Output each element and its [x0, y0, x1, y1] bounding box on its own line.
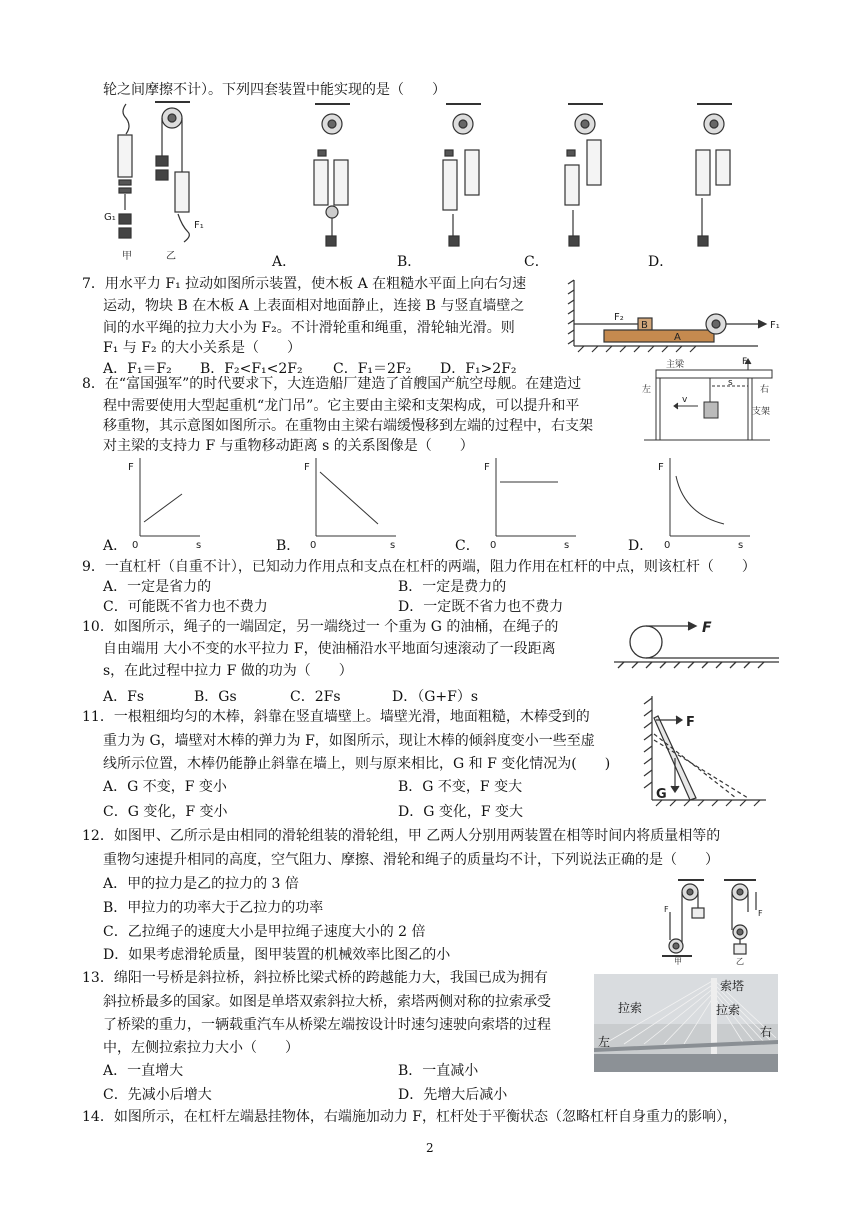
q9-option-c[interactable]: C．可能既不省力也不费力 [103, 599, 268, 615]
q8-line-2: 程中需要使用大型起重机“龙门吊”。它主要由主梁和支架构成，可以提升和平 [103, 398, 580, 414]
q7-board-figure [568, 276, 788, 356]
q10-line-2: 自由端用 大小不变的水平拉力 F，使油桶沿水平地面匀速滚动了一段距离 [103, 641, 556, 657]
q12-option-c[interactable]: C．乙拉绳子的速度大小是甲拉绳子速度大小的 2 倍 [103, 924, 426, 940]
q7-line-3: 间的水平绳的拉力大小为 F₂。不计滑轮重和绳重，滑轮轴光滑。则 [103, 320, 515, 336]
q8-graph-b-f: F [304, 462, 310, 473]
q7-fig-f2: F₂ [614, 312, 624, 323]
q6-label-f1: F₁ [194, 220, 204, 231]
q8-gantry-figure [640, 356, 770, 446]
q11-option-b[interactable]: B．G 不变，F 变大 [398, 779, 523, 795]
q8-option-d[interactable]: D． [628, 538, 654, 554]
q13-fig-lasuo-right: 拉索 [716, 1003, 741, 1017]
q8-option-a[interactable]: A． [103, 538, 128, 554]
q13-line-4: 中，左侧拉索拉力大小（ ） [103, 1040, 299, 1056]
q6-stem-tail: 轮之间摩擦不计）。下列四套装置中能实现的是（ ） [103, 82, 446, 98]
q7-option-a[interactable]: A．F₁＝F₂ [103, 361, 172, 377]
q8-graph-d[interactable] [654, 456, 754, 552]
q8-graph-c-f: F [484, 462, 490, 473]
q12-line-1: 12．如图甲、乙所示是由相同的滑轮组装的滑轮组，甲 乙两人分别用两装置在相等时间内将质量相等的 [82, 828, 721, 844]
q13-line-2: 斜拉桥最多的国家。如图是单塔双索斜拉大桥，索塔两侧对称的拉索承受 [103, 994, 551, 1010]
q6-label-g1-jia: G₁ [104, 212, 116, 223]
q13-fig-suota: 索塔 [720, 979, 745, 993]
q8-graph-c-o: 0 [490, 540, 497, 551]
q11-line-2: 重力为 G，墙壁对木棒的弹力为 F，如图所示，现让木棒的倾斜度变小一些至虚 [103, 733, 595, 749]
q12-pulley-figure [660, 876, 770, 966]
q9-option-d[interactable]: D．一定既不省力也不费力 [398, 599, 564, 615]
q11-fig-f: F [686, 715, 695, 730]
q8-fig-zuo: 左 [642, 385, 652, 395]
q6-pulley-figure [0, 0, 860, 270]
q13-fig-you: 右 [760, 1025, 773, 1039]
q13-bridge-photo [594, 974, 778, 1072]
q7-fig-b: B [641, 320, 648, 331]
q10-option-a[interactable]: A．Fs [103, 689, 145, 705]
q8-fig-v: v [682, 395, 688, 405]
q10-fig-f: F [702, 620, 712, 636]
q12-fig-f-yi: F [758, 909, 763, 918]
q12-option-b[interactable]: B．甲拉力的功率大于乙拉力的功率 [103, 900, 324, 916]
q13-option-d[interactable]: D．先增大后减小 [398, 1087, 508, 1103]
q7-line-4: F₁ 与 F₂ 的大小关系是（ ） [103, 340, 302, 356]
q10-option-b[interactable]: B．Gs [194, 689, 237, 705]
q8-line-3: 移重物，其示意图如图所示。在重物由主梁右端缓慢移到左端的过程中，右支架 [103, 418, 593, 434]
q11-fig-g: G [656, 787, 667, 802]
q8-graph-b-s: s [390, 540, 396, 551]
q9-option-a[interactable]: A．一定是省力的 [103, 579, 212, 595]
q12-fig-yi: 乙 [736, 957, 744, 966]
q7-option-c[interactable]: C．F₁＝2F₂ [333, 361, 412, 377]
q10-option-c[interactable]: C．2Fs [290, 689, 341, 705]
q8-line-4: 对主梁的支持力 F 与重物移动距离 s 的关系图像是（ ） [103, 438, 474, 454]
q13-option-b[interactable]: B．一直减小 [398, 1063, 479, 1079]
q8-graph-c[interactable] [480, 456, 580, 552]
q7-line-2: 运动，物块 B 在木板 A 上表面相对地面静止，连接 B 与竖直墙壁之 [103, 298, 525, 314]
q13-fig-zuo: 左 [598, 1035, 611, 1049]
q12-option-d[interactable]: D．如果考虑滑轮质量，图甲装置的机械效率比图乙的小 [103, 947, 451, 963]
q6-option-b[interactable]: B． [397, 254, 422, 270]
q7-fig-f1: F₁ [770, 320, 780, 331]
q8-graph-c-s: s [564, 540, 570, 551]
q7-option-b[interactable]: B．F₂<F₁<2F₂ [200, 361, 303, 377]
q11-rod-figure [640, 696, 770, 806]
q12-fig-f-jia: F [664, 905, 669, 914]
q8-graph-d-o: 0 [664, 540, 671, 551]
q8-fig-zhijia: 支架 [752, 407, 771, 417]
q8-graph-a[interactable] [120, 456, 200, 552]
q10-barrel-figure [614, 620, 784, 670]
q8-graph-b[interactable] [300, 456, 400, 552]
q11-option-c[interactable]: C．G 变化，F 变小 [103, 804, 228, 820]
q13-line-1: 13．绵阳一号桥是斜拉桥，斜拉桥比梁式桥的跨越能力大，我国已成为拥有 [82, 970, 548, 986]
page-number: 2 [426, 1141, 434, 1155]
q7-option-d[interactable]: D．F₁>2F₂ [440, 361, 517, 377]
q8-line-1: 8．在“富国强军”的时代要求下，大连造船厂建造了首艘国产航空母舰。在建造过 [82, 376, 582, 392]
q14-stem: 14．如图所示，在杠杆左端悬挂物体，右端施加动力 F，杠杆处于平衡状态（忽略杠杆自身重力的影响）， [82, 1109, 737, 1125]
q8-fig-f: F [742, 357, 748, 367]
q7-fig-a: A [674, 332, 681, 343]
q6-label-jia: 甲 [122, 251, 132, 262]
q8-graph-b-o: 0 [310, 540, 317, 551]
q11-option-a[interactable]: A．G 不变，F 变小 [103, 779, 227, 795]
q6-option-d[interactable]: D． [648, 254, 674, 270]
q11-line-3: 线所示位置，木棒仍能静止斜靠在墙上，则与原来相比，G 和 F 变化情况为( ) [103, 756, 611, 772]
q8-graph-a-s: s [196, 540, 202, 551]
q13-option-a[interactable]: A．一直增大 [103, 1063, 184, 1079]
q10-line-3: s，在此过程中拉力 F 做的功为（ ） [103, 663, 353, 679]
q9-stem: 9．一直杠杆（自重不计），已知动力作用点和支点在杠杆的两端，阻力作用在杠杆的中点，则该杠杆（ ） [82, 559, 756, 575]
q6-label-yi: 乙 [166, 251, 176, 262]
q10-line-1: 10．如图所示，绳子的一端固定，另一端绕过一 个重为 G 的油桶，在绳子的 [82, 619, 559, 635]
q12-fig-jia: 甲 [674, 957, 682, 966]
q6-option-c[interactable]: C． [524, 254, 549, 270]
q8-fig-s: s [728, 378, 733, 388]
q8-graph-d-s: s [738, 540, 744, 551]
q8-graph-d-f: F [658, 462, 664, 473]
q8-graph-a-f: F [128, 462, 134, 473]
q13-option-c[interactable]: C．先减小后增大 [103, 1087, 212, 1103]
q12-line-2: 重物匀速提升相同的高度，空气阻力、摩擦、滑轮和绳子的质量均不计，下列说法正确的是（ ） [103, 852, 719, 868]
q11-line-1: 11．一根粗细均匀的木棒，斜靠在竖直墙壁上。墙壁光滑，地面粗糙，木棒受到的 [82, 709, 590, 725]
q10-option-d[interactable]: D．（G+F）s [392, 689, 479, 705]
q8-option-b[interactable]: B． [276, 538, 301, 554]
q11-option-d[interactable]: D．G 变化，F 变大 [398, 804, 524, 820]
q8-option-c[interactable]: C． [455, 538, 480, 554]
q13-line-3: 了桥梁的重力，一辆载重汽车从桥梁左端按设计时速匀速驶向索塔的过程 [103, 1017, 551, 1033]
q6-option-a[interactable]: A． [272, 254, 297, 270]
q13-fig-lasuo-left: 拉索 [618, 1001, 643, 1015]
q7-line-1: 7．用水平力 F₁ 拉动如图所示装置，使木板 A 在粗糙水平面上向右匀速 [82, 276, 527, 292]
q9-option-b[interactable]: B．一定是费力的 [398, 579, 507, 595]
q12-option-a[interactable]: A．甲的拉力是乙的拉力的 3 倍 [103, 876, 299, 892]
q8-fig-you: 右 [760, 385, 770, 395]
q8-graph-a-o: 0 [132, 540, 139, 551]
q8-fig-zhuliang: 主梁 [666, 360, 685, 370]
